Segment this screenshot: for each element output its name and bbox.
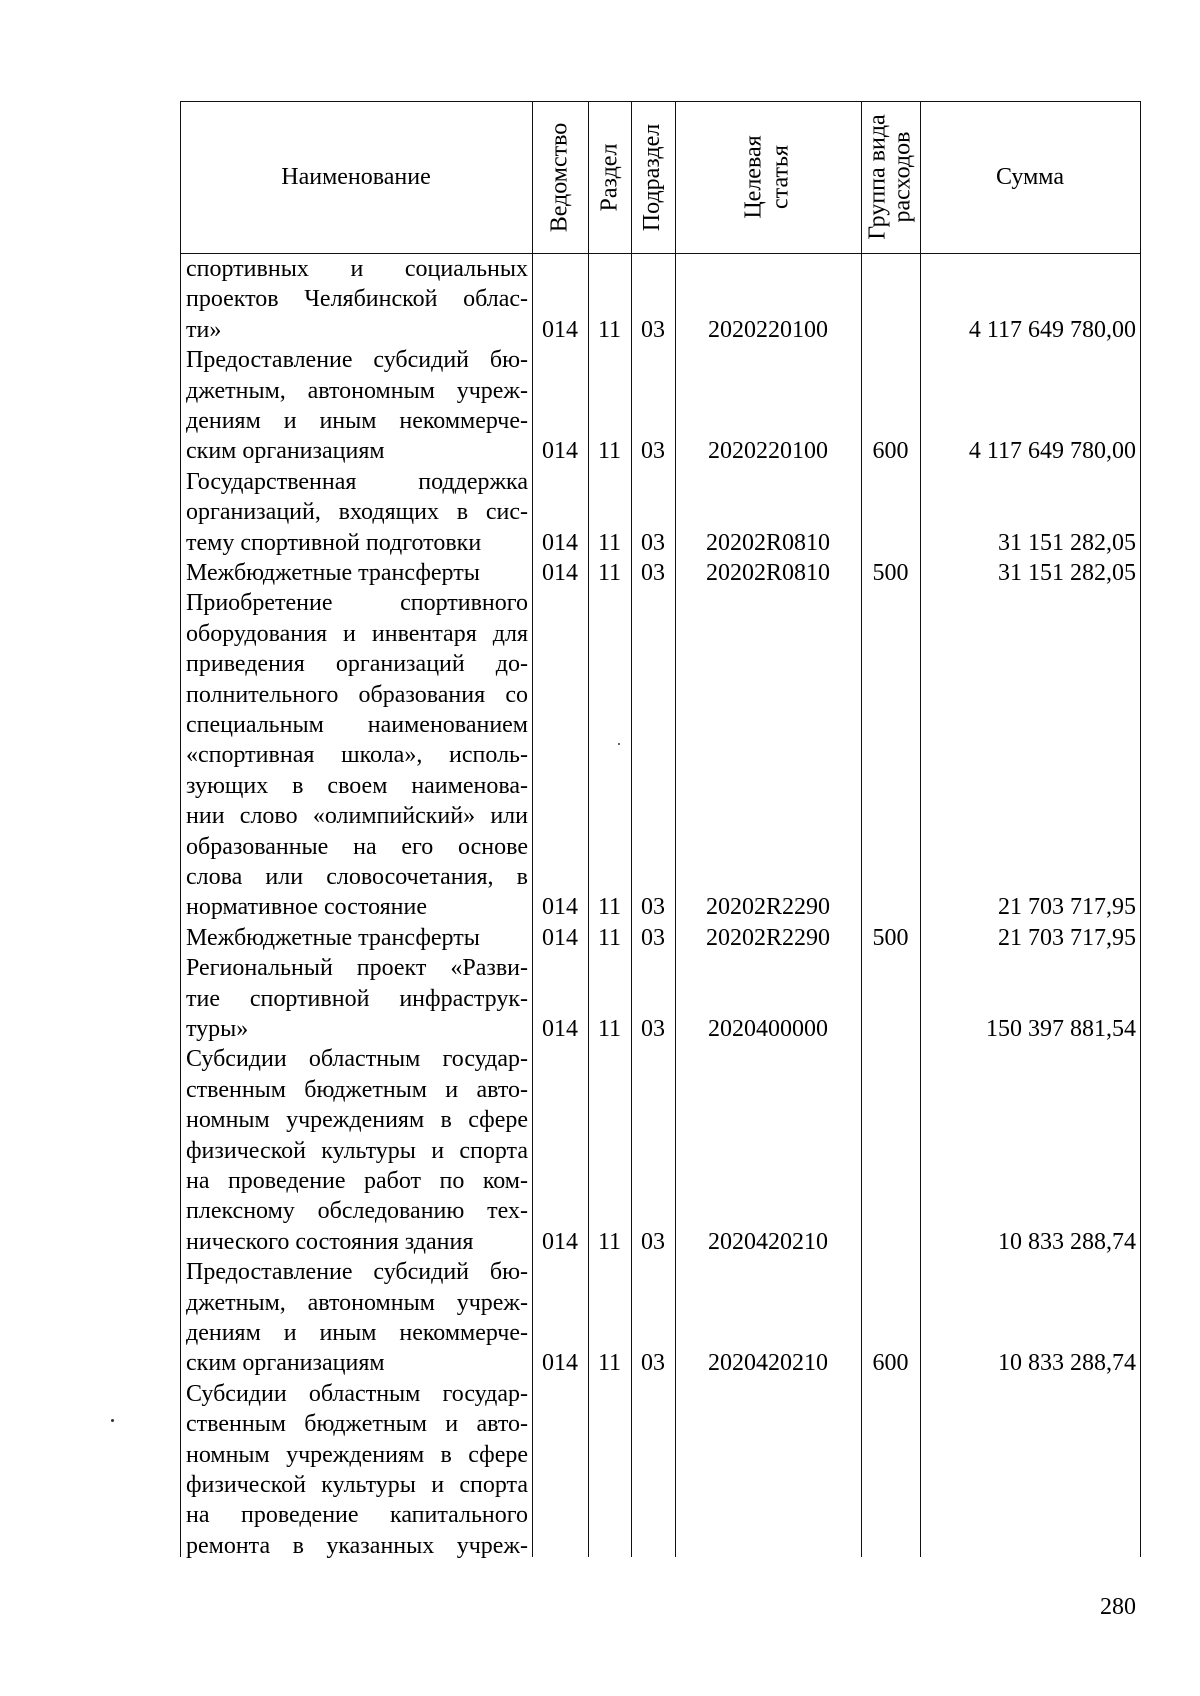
header-celevaya-text [741, 135, 795, 218]
cell-celevaya-statya: 20202R2290 [705, 924, 830, 951]
header-gruppa-line2: расходов [889, 131, 916, 223]
row-name-line: оборудования и инвентаря для [186, 620, 528, 647]
cell-summa: 21 703 717,95 [998, 924, 1136, 951]
cell-razdel: 11 [597, 438, 622, 465]
row-name-line: дениям и иным некоммерче- [186, 408, 528, 434]
cell-celevaya-statya: 2020220100 [708, 316, 828, 343]
cell-razdel: 11 [597, 1016, 622, 1042]
row-name-line: туры» [186, 1016, 249, 1042]
cell-gruppa-vida: 600 [872, 1350, 909, 1377]
row-name-line: Предоставление субсидий бю- [186, 347, 528, 374]
cell-celevaya-statya: 2020420210 [708, 1350, 828, 1377]
cell-celevaya-statya: 20202R0810 [705, 529, 830, 556]
row-name-line: приведения организаций до- [186, 651, 528, 678]
cell-podrazdel: 03 [641, 894, 665, 921]
cell-gruppa-vida: 500 [872, 924, 909, 951]
cell-podrazdel: 03 [641, 1228, 665, 1255]
row-name-line: тему спортивной подготовки [186, 529, 482, 556]
cell-celevaya-statya: 2020220100 [708, 438, 828, 465]
column-divider [861, 101, 862, 1557]
budget-table [180, 101, 1141, 1557]
cell-vedomstvo: 014 [542, 438, 578, 465]
header-summa-text: Сумма [996, 163, 1064, 190]
row-name-line: зующих в своем наименова- [186, 772, 528, 799]
row-name-line: физической культуры и спорта [186, 1137, 528, 1164]
row-name-line: Межбюджетные трансферты [186, 560, 480, 586]
header-gruppa-line1: Группа вида [864, 114, 891, 240]
header-vedomstvo-text: Ведомство [546, 122, 573, 232]
row-name-line: Межбюджетные трансферты [186, 924, 480, 951]
cell-summa: 10 833 288,74 [998, 1350, 1136, 1377]
row-name-line: джетным, автономным учреж- [186, 1289, 528, 1316]
row-name-line: ственным бюджетным и авто- [186, 1076, 528, 1103]
cell-vedomstvo: 014 [542, 894, 578, 921]
row-name-line: проектов Челябинской облас- [186, 286, 528, 313]
row-name-line: нического состояния здания [186, 1228, 474, 1255]
cell-summa: 4 117 649 780,00 [968, 438, 1136, 465]
row-name-line: спортивных и социальных [186, 256, 528, 282]
cell-razdel: 11 [597, 529, 622, 556]
row-name-line: тие спортивной инфраструк- [186, 985, 528, 1012]
row-name-line: плексному обследованию тех- [186, 1198, 528, 1225]
scan-speck [111, 1419, 114, 1422]
row-name-line: физической культуры и спорта [186, 1472, 528, 1498]
header-celevaya-line2: статья [767, 145, 794, 209]
cell-razdel: 11 [597, 316, 622, 343]
header-celevaya [675, 101, 861, 253]
row-name-line: нии слово «олимпийский» или [186, 803, 528, 830]
cell-podrazdel: 03 [641, 1350, 665, 1377]
cell-summa: 150 397 881,54 [986, 1016, 1136, 1042]
cell-razdel: 11 [597, 560, 622, 586]
header-summa [920, 101, 1140, 253]
cell-podrazdel: 03 [641, 529, 665, 556]
row-name-line: дениям и иным некоммерче- [186, 1320, 528, 1346]
table-border-right [1140, 101, 1141, 1557]
row-name-line: джетным, автономным учреж- [186, 377, 528, 404]
row-name-line: ским организациям [186, 438, 385, 465]
header-gruppa-text [866, 114, 916, 239]
cell-podrazdel: 03 [641, 316, 665, 343]
cell-podrazdel: 03 [641, 924, 665, 951]
header-name-text: Наименование [281, 163, 431, 190]
cell-gruppa-vida: 600 [872, 438, 909, 465]
row-name-line: полнительного образования со [186, 681, 528, 708]
row-name-line: нормативное состояние [186, 894, 427, 921]
cell-vedomstvo: 014 [542, 1228, 578, 1255]
header-gruppa [861, 101, 920, 253]
header-celevaya-line1: Целевая [740, 135, 767, 219]
header-podrazdel-text: Подраздел [639, 123, 666, 231]
row-name-line: на проведение работ по ком- [186, 1168, 528, 1194]
row-name-line: Субсидии областным государ- [186, 1046, 528, 1073]
cell-celevaya-statya: 2020420210 [708, 1228, 828, 1255]
cell-vedomstvo: 014 [542, 316, 578, 343]
cell-celevaya-statya: 20202R2290 [705, 894, 830, 921]
cell-vedomstvo: 014 [542, 529, 578, 556]
row-name-line: Региональный проект «Разви- [186, 955, 528, 982]
row-name-line: специальным наименованием [186, 712, 528, 738]
row-name-line: ственным бюджетным и авто- [186, 1411, 528, 1438]
cell-razdel: 11 [597, 1350, 622, 1377]
cell-summa: 31 151 282,05 [998, 560, 1136, 586]
row-name-line: Приобретение спортивного [186, 590, 528, 617]
row-name-line: ремонта в указанных учреж- [186, 1532, 528, 1559]
row-name-line: слова или словосочетания, в [186, 864, 528, 890]
row-name-line: номным учреждениям в сфере [186, 1441, 528, 1468]
row-name-line: ти» [186, 316, 222, 343]
cell-summa: 31 151 282,05 [998, 529, 1136, 556]
row-name-line: образованные на его основе [186, 833, 528, 860]
row-name-line: Предоставление субсидий бю- [186, 1259, 528, 1286]
header-razdel [588, 101, 631, 253]
cell-podrazdel: 03 [641, 560, 665, 586]
cell-razdel: 11 [597, 924, 622, 951]
page-number: 280 [1100, 1594, 1136, 1620]
row-name-line: организаций, входящих в сис- [186, 499, 528, 526]
header-podrazdel [631, 101, 675, 253]
cell-vedomstvo: 014 [542, 1350, 578, 1377]
cell-vedomstvo: 014 [542, 1016, 578, 1042]
row-name-line: ским организациям [186, 1350, 385, 1377]
cell-summa: 4 117 649 780,00 [968, 316, 1136, 343]
cell-celevaya-statya: 20202R0810 [705, 560, 830, 586]
row-name-line: на проведение капитального [186, 1502, 528, 1529]
cell-vedomstvo: 014 [542, 560, 578, 586]
cell-vedomstvo: 014 [542, 924, 578, 951]
table-border-left [180, 101, 181, 1557]
cell-razdel: 11 [597, 894, 622, 921]
cell-gruppa-vida: 500 [872, 560, 909, 586]
cell-podrazdel: 03 [641, 1016, 665, 1042]
header-vedomstvo [532, 101, 588, 253]
row-name-line: номным учреждениям в сфере [186, 1107, 528, 1134]
cell-summa: 21 703 717,95 [998, 894, 1136, 921]
scan-speck [618, 743, 620, 745]
cell-celevaya-statya: 2020400000 [708, 1016, 828, 1042]
cell-summa: 10 833 288,74 [998, 1228, 1136, 1255]
row-name-line: «спортивная школа», исполь- [186, 742, 528, 769]
row-name-line: Государственная поддержка [186, 468, 528, 495]
cell-podrazdel: 03 [641, 438, 665, 465]
cell-razdel: 11 [597, 1228, 622, 1255]
header-name [180, 101, 532, 253]
header-razdel-text: Раздел [596, 143, 623, 211]
row-name-line: Субсидии областным государ- [186, 1380, 528, 1407]
